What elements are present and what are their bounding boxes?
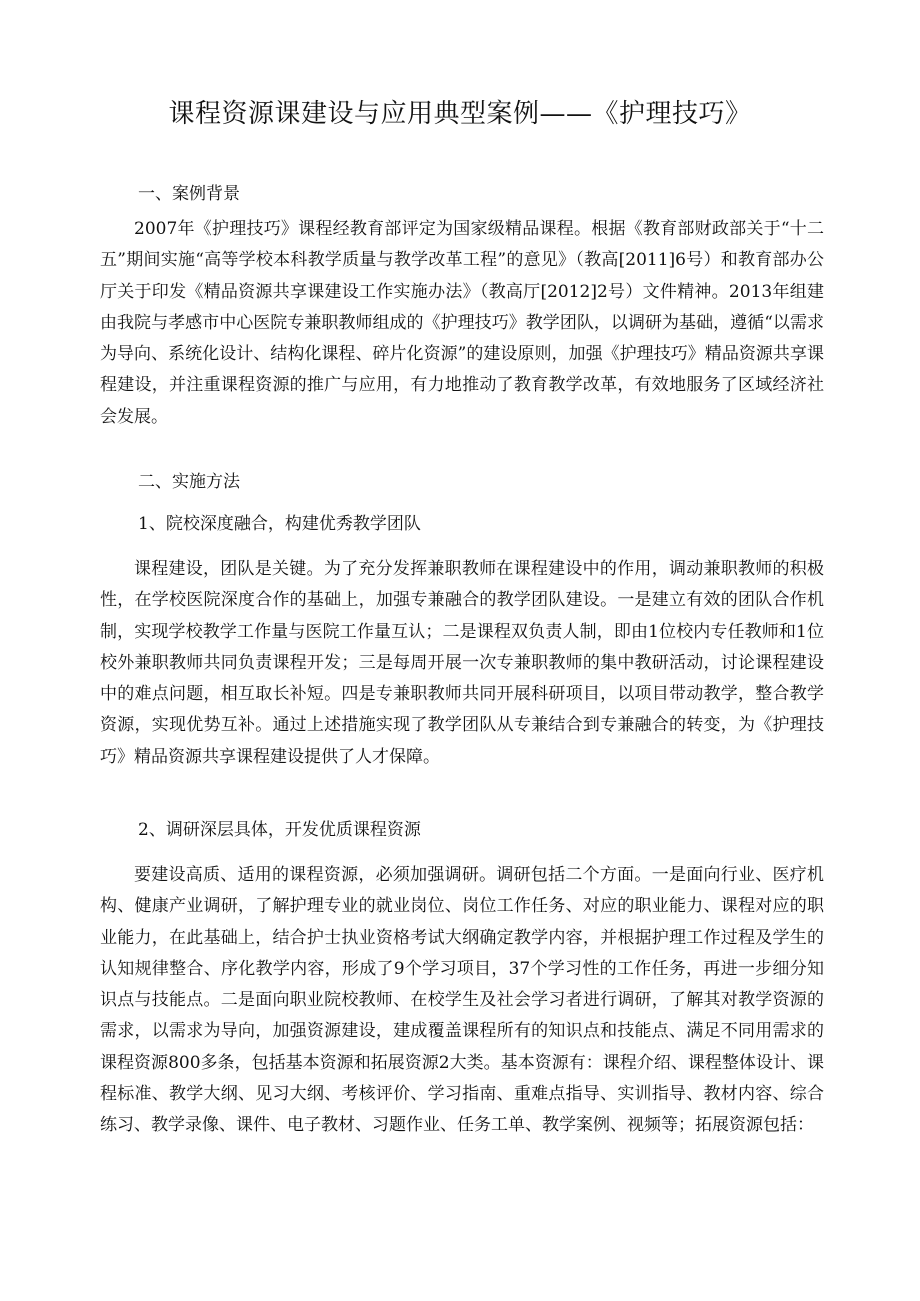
section-heading-methods: 二、实施方法 (138, 472, 240, 492)
subsection-heading-team: 1、院校深度融合，构建优秀教学团队 (138, 514, 421, 534)
page-title: 课程资源课建设与应用典型案例——《护理技巧》 (168, 99, 752, 129)
section-heading-background: 一、案例背景 (138, 184, 240, 204)
paragraph-background: 2007年《护理技巧》课程经教育部评定为国家级精品课程。根据《教育部财政部关于“十二五”期间实施“高等学校本科教学质量与教学改革工程”的意见》（教高[2011]6号）和教育部办公厅关于印发《精品资源共享课建设工作实施办法》（教高厅[2012]2号）文件精神。2013年组建由我院与孝感市中心医院专兼职教师组成的《护理技巧》教学团队，以调研为基础，遵循“以需求为导向、系统化设计、结构化课程、碎片化资源”的建设原则，加强《护理技巧》精品资源共享课程建设，并注重课程资源的推广与应用，有力地推动了教育教学改革，有效地服务了区域经济社会发展。 (100, 219, 824, 427)
paragraph-resources: 要建设高质、适用的课程资源，必须加强调研。调研包括二个方面。一是面向行业、医疗机构、健康产业调研，了解护理专业的就业岗位、岗位工作任务、对应的职业能力、课程对应的职业能力，在此基础上，结合护士执业资格考试大纲确定教学内容，并根据护理工作过程及学生的认知规律整合、序化教学内容，形成了9个学习项目，37个学习性的工作任务，再进一步细分知识点与技能点。二是面向职业院校教师、在校学生及社会学习者进行调研，了解其对教学资源的需求，以需求为导向，加强资源建设，建成覆盖课程所有的知识点和技能点、满足不同用需求的课程资源800多条，包括基本资源和拓展资源2大类。基本资源有：课程介绍、课程整体设计、课程标准、教学大纲、见习大纲、考核评价、学习指南、重难点指导、实训指导、教材内容、综合练习、教学录像、课件、电子教材、习题作业、任务工单、教学案例、视频等；拓展资源包括： (100, 865, 824, 1136)
subsection-heading-resources: 2、调研深层具体，开发优质课程资源 (138, 820, 421, 840)
paragraph-team: 课程建设，团队是关键。为了充分发挥兼职教师在课程建设中的作用，调动兼职教师的积极性，在学校医院深度合作的基础上，加强专兼融合的教学团队建设。一是建立有效的团队合作机制，实现学校教学工作量与医院工作量互认；二是课程双负责人制，即由1位校内专任教师和1位校外兼职教师共同负责课程开发；三是每周开展一次专兼职教师的集中教研活动，讨论课程建设中的难点问题，相互取长补短。四是专兼职教师共同开展科研项目，以项目带动教学，整合教学资源，实现优势互补。通过上述措施实现了教学团队从专兼结合到专兼融合的转变，为《护理技巧》精品资源共享课程建设提供了人才保障。 (100, 559, 824, 767)
